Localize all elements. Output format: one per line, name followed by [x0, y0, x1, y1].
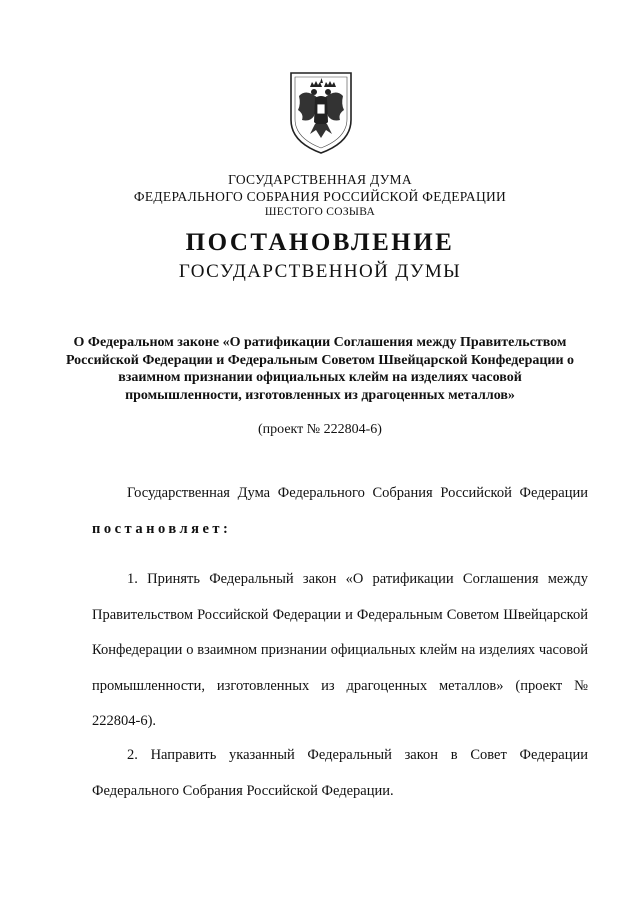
convocation-line: ШЕСТОГО СОЗЫВА [264, 206, 376, 218]
russian-coat-of-arms-icon [288, 70, 354, 156]
intro-paragraph [92, 476, 588, 547]
resolves-word: постановляет: [92, 520, 232, 537]
document-subject: О Федеральном законе «О ратификации Соглашения между Правительством Российской Федерации и Федеральным Советом Швейцарской Конфедерации о взаимном признании официальных клейм на изделиях часовой промышленности, изготовленных из драгоценных металлов» [65, 335, 575, 403]
document-issuer-title: ГОСУДАРСТВЕННОЙ ДУМЫ [178, 261, 462, 282]
document-type-title: ПОСТАНОВЛЕНИЕ [185, 229, 455, 256]
issuer-name-line-2: ФЕДЕРАЛЬНОГО СОБРАНИЯ РОССИЙСКОЙ ФЕДЕРАЦИИ [133, 189, 507, 204]
resolution-point-2: 2. Направить указанный Федеральный закон в Совет Федерации Федерального Собрания Российской Федерации. [92, 747, 588, 799]
intro-text: Государственная Дума Федерального Собрания Российской Федерации [127, 485, 588, 501]
issuer-name-line-1: ГОСУДАРСТВЕННАЯ ДУМА [228, 172, 412, 187]
project-number: (проект № 222804-6) [258, 422, 382, 437]
resolution-point-1: 1. Принять Федеральный закон «О ратификации Соглашения между Правительством Российской Федерации и Федеральным Советом Швейцарской Конфедерации о взаимном признании официальных клейм на изделиях часовой промышленности, изготовленных из драгоценных металлов» (проект № 222804-6). [92, 571, 588, 729]
